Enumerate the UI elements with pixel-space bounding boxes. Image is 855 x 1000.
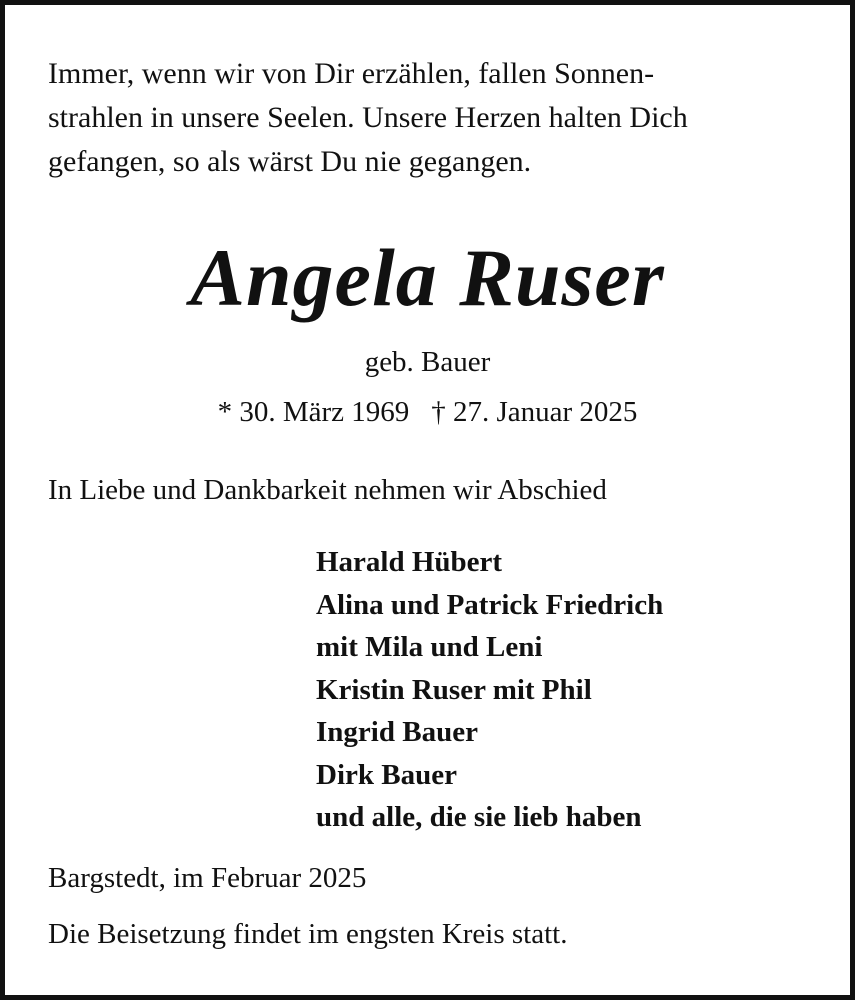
life-dates bbox=[0, 390, 855, 434]
mourner-line: Kristin Ruser mit Phil bbox=[316, 673, 592, 706]
mourner-line: Ingrid Bauer bbox=[316, 716, 478, 748]
maiden-name: geb. Bauer bbox=[364, 346, 491, 378]
mourner-line: mit Mila und Leni bbox=[316, 631, 543, 663]
birth-date: * 30. März 1969 bbox=[217, 396, 410, 428]
poem-line-3: gefangen, so als wärst Du nie gegangen. bbox=[48, 145, 532, 178]
deceased-name: Angela Ruser bbox=[190, 232, 665, 323]
mourners-list bbox=[316, 541, 663, 839]
mourner-line: Dirk Bauer bbox=[316, 758, 457, 791]
place-and-date: Bargstedt, im Februar 2025 bbox=[48, 862, 367, 894]
burial-note: Die Beisetzung findet im engsten Kreis statt. bbox=[48, 918, 568, 950]
farewell-text: In Liebe und Dankbarkeit nehmen wir Abschied bbox=[48, 474, 607, 506]
poem-line-2: strahlen in unsere Seelen. Unsere Herzen halten Dich bbox=[48, 101, 688, 134]
mourner-line: und alle, die sie lieb haben bbox=[316, 801, 642, 833]
poem-line-1: Immer, wenn wir von Dir erzählen, fallen Sonnen- bbox=[48, 57, 655, 90]
mourner-line: Alina und Patrick Friedrich bbox=[316, 588, 664, 621]
death-date: † 27. Januar 2025 bbox=[431, 396, 638, 428]
poem bbox=[48, 52, 688, 184]
mourner-line: Harald Hübert bbox=[316, 546, 503, 578]
